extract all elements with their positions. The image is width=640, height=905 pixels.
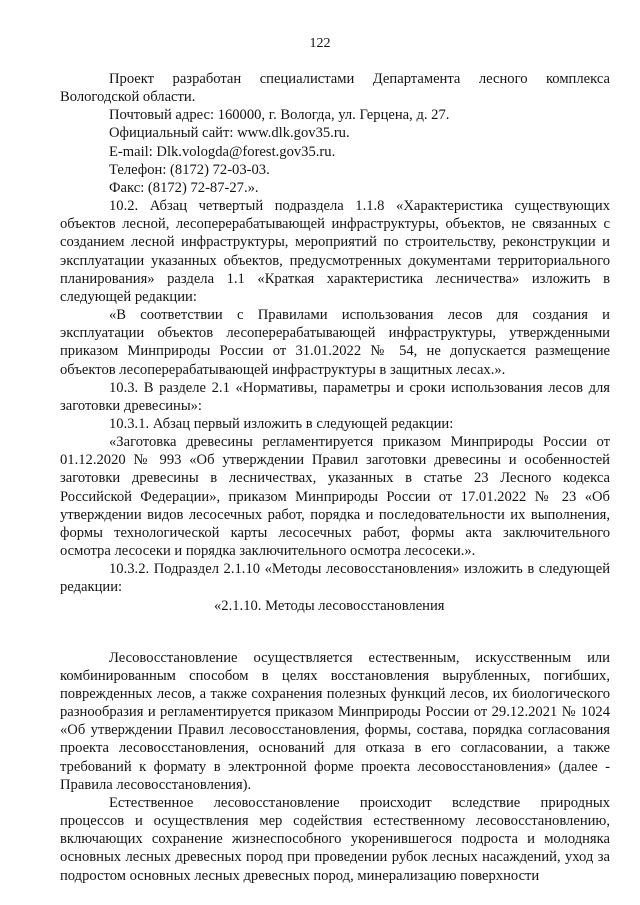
paragraph-10-3: 10.3. В разделе 2.1 «Нормативы, параметры и сроки использования лесов для заготовки древесины»: [60, 379, 610, 414]
contact-address: Почтовый адрес: 160000, г. Вологда, ул. Герцена, д. 27. [109, 107, 450, 124]
section-heading-2-1-10: «2.1.10. Методы лесовосстановления [214, 597, 445, 614]
contact-fax: Факс: (8172) 72-87-27.». [109, 179, 259, 196]
contact-website: Официальный сайт: www.dlk.gov35.ru. [109, 125, 350, 142]
body-paragraph-2: Естественное лесовосстановление происходит вследствие природных процессов и осуществления мер содействия естественному лесовосстановлению, включающих сохранение жизнеспособного укоренившегося подроста и молодняка основных лесных древесных пород при проведении рубок лесных насаждений, уход за подростом основных лесных древесных пород, минерализацию поверхности [60, 794, 610, 884]
paragraph-10-3-1: 10.3.1. Абзац первый изложить в следующей редакции: [109, 415, 454, 432]
quote-10-3-1: «Заготовка древесины регламентируется приказом Минприроды России от 01.12.2020 № 993 «Об утверждении Правил заготовки древесины и особенностей заготовки древесины в лесничествах, указанных в статье 23 Лесного кодекса Российской Федерации», приказом Минприроды России от 17.01.2022 № 23 «Об утверждении видов лесосечных работ, порядка и последовательности их выполнения, формы технологической карты лесосечных работ, формы акта заключительного осмотра лесосеки и порядка заключительного осмотра лесосеки.». [60, 434, 610, 560]
contact-email: E-mail: Dlk.vologda@forest.gov35.ru. [109, 143, 336, 160]
section-spacer [60, 615, 610, 649]
quote-10-2: «В соответствии с Правилами использования лесов для создания и эксплуатации объектов лесоперерабатывающей инфраструктуры, утвержденными приказом Минприроды России от 31.01.2022 № 54, не допускается размещение объектов лесоперерабатывающей инфраструктуры в защитных лесах.». [60, 307, 610, 378]
document-body [60, 70, 610, 885]
paragraph-10-3-2: 10.3.2. Подраздел 2.1.10 «Методы лесовосстановления» изложить в следующей редакции: [60, 561, 610, 596]
paragraph-10-2: 10.2. Абзац четвертый подраздела 1.1.8 «Характеристика существующих объектов лесной, лесоперерабатывающей инфраструктуры, объектов, не связанных с созданием лесной инфраструктуры, мероприятий по строительству, реконструкции и эксплуатации указанных объектов, предусмотренных документами территориального планирования» раздела 1.1 «Краткая характеристика лесничества» изложить в следующей редакции: [60, 198, 610, 305]
body-paragraph-1: Лесовосстановление осуществляется естественным, искусственным или комбинированным способом в целях восстановления вырубленных, погибших, поврежденных лесов, а также сохранения полезных функций лесов, их биологического разнообразия и регламентируется приказом Минприроды России от 29.12.2021 № 1024 «Об утверждении Правил лесовосстановления, формы, состава, порядка согласования проекта лесовосстановления, оснований для отказа в его согласовании, а также требований к формату в электронной форме проекта лесовосстановления» (далее - Правила лесовосстановления). [60, 649, 610, 793]
contact-phone: Телефон: (8172) 72-03-03. [109, 161, 270, 178]
page-number: 122 [309, 36, 331, 51]
intro-paragraph: Проект разработан специалистами Департамента лесного комплекса Вологодской области. [60, 71, 610, 106]
